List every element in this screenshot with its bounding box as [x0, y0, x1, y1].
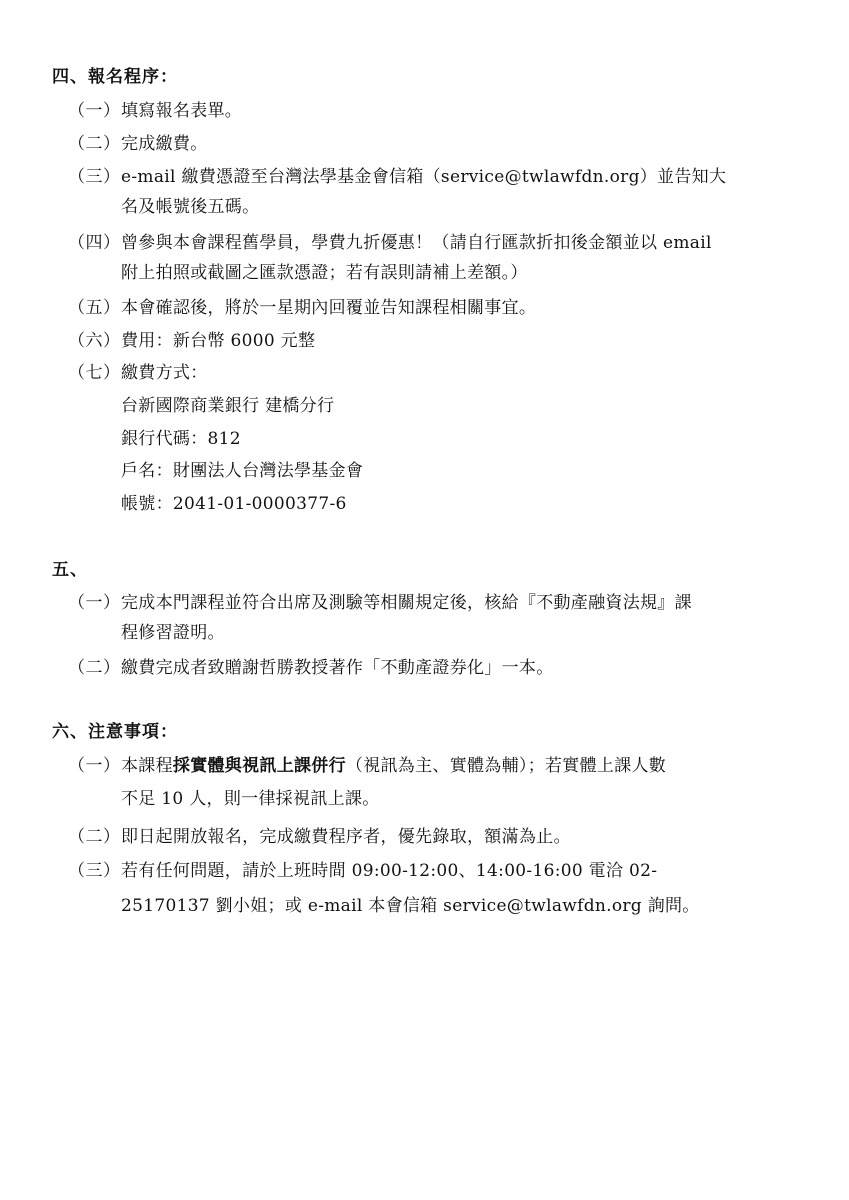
item-text: 即日起開放報名，完成繳費程序者，優先錄取，額滿為止。	[121, 827, 571, 847]
item-text-continued: 25170137 劉小姐；或 e-mail 本會信箱 service@twlawfdn.org 詢問。	[121, 896, 700, 916]
item-text-continued: 附上拍照或截圖之匯款憑證；若有誤則請補上差額。）	[121, 263, 528, 283]
item-text: 繳費方式：	[121, 363, 208, 383]
item-text: 曾參與本會課程舊學員，學費九折優惠！（請自行匯款折扣後金額並以 email	[121, 233, 712, 253]
item-text: 費用：新台幣 6000 元整	[121, 331, 316, 351]
item-text-continued: 程修習證明。	[121, 623, 225, 643]
section-heading: 五、	[52, 560, 88, 580]
item-text-continued: 名及帳號後五碼。	[121, 197, 260, 217]
item-number: （七）	[68, 363, 121, 383]
item-text: 完成繳費。	[121, 134, 208, 154]
item-number: （五）	[68, 298, 121, 318]
item-number: （二）	[68, 134, 121, 154]
item-text: 完成本門課程並符合出席及測驗等相關規定後，核給『不動產融資法規』課	[121, 593, 692, 613]
item-number: （三）	[68, 861, 121, 881]
item-number: （四）	[68, 233, 121, 253]
item-text: e-mail 繳費憑證至台灣法學基金會信箱（service@twlawfdn.org）並告知大	[121, 167, 727, 187]
item-number: （一）	[68, 756, 121, 776]
item-text: 填寫報名表單。	[121, 101, 243, 121]
item-number: （一）	[68, 101, 121, 121]
bank-name: 台新國際商業銀行 建橋分行	[121, 396, 335, 416]
item-number: （二）	[68, 658, 121, 678]
item-text-emphasis: 採實體與視訊上課併行	[172, 756, 346, 776]
item-text: 若有任何問題，請於上班時間 09:00-12:00、14:00-16:00 電洽 02-	[121, 861, 658, 881]
item-number: （二）	[68, 827, 121, 847]
item-number: （一）	[68, 593, 121, 613]
item-text: 本會確認後，將於一星期內回覆並告知課程相關事宜。	[121, 298, 537, 318]
account-number: 帳號：2041-01-0000377-6	[121, 494, 347, 514]
item-text: 繳費完成者致贈謝哲勝教授著作「不動產證券化」一本。	[121, 658, 554, 678]
bank-code: 銀行代碼：812	[121, 429, 241, 449]
section-heading: 四、報名程序：	[52, 67, 178, 87]
item-number: （三）	[68, 167, 121, 187]
item-text-pre: 本課程	[121, 756, 173, 776]
item-number: （六）	[68, 331, 121, 351]
item-text-continued: 不足 10 人，則一律採視訊上課。	[121, 789, 380, 809]
item-text-post: （視訊為主、實體為輔）；若實體上課人數	[345, 756, 667, 776]
item-text	[121, 751, 666, 776]
section-heading: 六、注意事項：	[52, 722, 178, 742]
account-holder: 戶名：財團法人台灣法學基金會	[121, 461, 364, 481]
